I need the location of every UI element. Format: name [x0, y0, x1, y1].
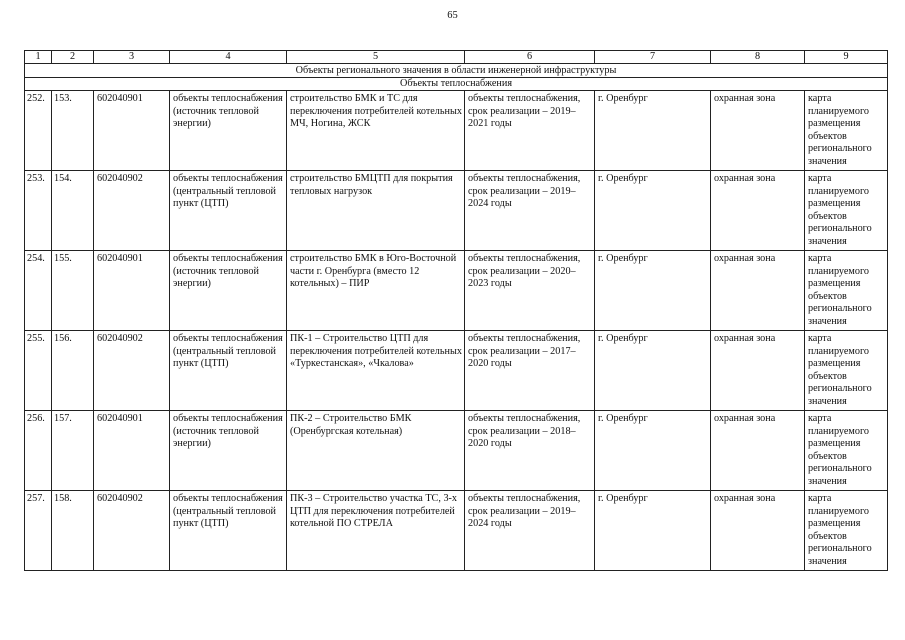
map-reference-cell: карта планируемого размещения объектов регионального значения	[805, 171, 888, 251]
column-header: 9	[805, 51, 888, 64]
page-number: 65	[447, 10, 458, 21]
row-number-cell: 254.	[25, 251, 52, 331]
object-code-cell: 602040901	[94, 251, 170, 331]
column-header: 2	[52, 51, 94, 64]
object-description-cell: строительство БМК и ТС для переключения потребителей котельных МЧ, Ногина, ЖСК	[287, 91, 465, 171]
table-row	[25, 251, 888, 331]
zone-cell: охранная зона	[711, 331, 805, 411]
column-header: 5	[287, 51, 465, 64]
object-description-cell: ПК-3 – Строительство участка ТС, 3-х ЦТП для переключения потребителей котельной ПО СТРЕЛА	[287, 491, 465, 571]
table-row	[25, 411, 888, 491]
column-number-header-row	[25, 51, 888, 64]
object-code-cell: 602040901	[94, 411, 170, 491]
objects-table	[24, 50, 888, 571]
map-reference-cell: карта планируемого размещения объектов регионального значения	[805, 331, 888, 411]
column-header: 4	[170, 51, 287, 64]
object-purpose-cell: объекты теплоснабжения, срок реализации – 2018–2020 годы	[465, 411, 595, 491]
row-number-cell: 256.	[25, 411, 52, 491]
object-type-cell: объекты теплоснабжения (источник тепловой энергии)	[170, 411, 287, 491]
object-description-cell: строительство БМК в Юго-Восточной части г. Оренбурга (вместо 12 котельных) – ПИР	[287, 251, 465, 331]
subsection-title: Объекты теплоснабжения	[25, 78, 888, 91]
item-number-cell: 156.	[52, 331, 94, 411]
column-header: 7	[595, 51, 711, 64]
object-purpose-cell: объекты теплоснабжения, срок реализации – 2019–2024 годы	[465, 491, 595, 571]
zone-cell: охранная зона	[711, 411, 805, 491]
map-reference-cell: карта планируемого размещения объектов регионального значения	[805, 91, 888, 171]
item-number-cell: 154.	[52, 171, 94, 251]
object-code-cell: 602040902	[94, 171, 170, 251]
item-number-cell: 155.	[52, 251, 94, 331]
object-description-cell: ПК-2 – Строительство БМК (Оренбургская котельная)	[287, 411, 465, 491]
table-row	[25, 171, 888, 251]
object-code-cell: 602040902	[94, 331, 170, 411]
row-number-cell: 253.	[25, 171, 52, 251]
location-cell: г. Оренбург	[595, 491, 711, 571]
object-purpose-cell: объекты теплоснабжения, срок реализации – 2020–2023 годы	[465, 251, 595, 331]
item-number-cell: 157.	[52, 411, 94, 491]
section-title: Объекты регионального значения в области инженерной инфраструктуры	[25, 64, 888, 78]
zone-cell: охранная зона	[711, 491, 805, 571]
map-reference-cell: карта планируемого размещения объектов регионального значения	[805, 491, 888, 571]
item-number-cell: 153.	[52, 91, 94, 171]
object-code-cell: 602040902	[94, 491, 170, 571]
section-title-row	[25, 64, 888, 78]
column-header: 1	[25, 51, 52, 64]
object-purpose-cell: объекты теплоснабжения, срок реализации – 2019–2024 годы	[465, 171, 595, 251]
map-reference-cell: карта планируемого размещения объектов регионального значения	[805, 251, 888, 331]
column-header: 6	[465, 51, 595, 64]
table-row	[25, 491, 888, 571]
object-code-cell: 602040901	[94, 91, 170, 171]
table-row	[25, 331, 888, 411]
object-type-cell: объекты теплоснабжения (центральный тепловой пункт (ЦТП)	[170, 171, 287, 251]
map-reference-cell: карта планируемого размещения объектов регионального значения	[805, 411, 888, 491]
zone-cell: охранная зона	[711, 91, 805, 171]
object-purpose-cell: объекты теплоснабжения, срок реализации – 2017–2020 годы	[465, 331, 595, 411]
object-type-cell: объекты теплоснабжения (источник тепловой энергии)	[170, 251, 287, 331]
object-purpose-cell: объекты теплоснабжения, срок реализации – 2019–2021 годы	[465, 91, 595, 171]
object-type-cell: объекты теплоснабжения (источник тепловой энергии)	[170, 91, 287, 171]
row-number-cell: 252.	[25, 91, 52, 171]
zone-cell: охранная зона	[711, 171, 805, 251]
row-number-cell: 257.	[25, 491, 52, 571]
location-cell: г. Оренбург	[595, 251, 711, 331]
subsection-title-row	[25, 78, 888, 91]
location-cell: г. Оренбург	[595, 171, 711, 251]
table-row	[25, 91, 888, 171]
object-type-cell: объекты теплоснабжения (центральный тепловой пункт (ЦТП)	[170, 331, 287, 411]
column-header: 8	[711, 51, 805, 64]
item-number-cell: 158.	[52, 491, 94, 571]
location-cell: г. Оренбург	[595, 331, 711, 411]
column-header: 3	[94, 51, 170, 64]
zone-cell: охранная зона	[711, 251, 805, 331]
location-cell: г. Оренбург	[595, 411, 711, 491]
object-type-cell: объекты теплоснабжения (центральный тепловой пункт (ЦТП)	[170, 491, 287, 571]
row-number-cell: 255.	[25, 331, 52, 411]
object-description-cell: ПК-1 – Строительство ЦТП для переключения потребителей котельных «Туркестанская», «Чкалова»	[287, 331, 465, 411]
location-cell: г. Оренбург	[595, 91, 711, 171]
object-description-cell: строительство БМЦТП для покрытия тепловых нагрузок	[287, 171, 465, 251]
